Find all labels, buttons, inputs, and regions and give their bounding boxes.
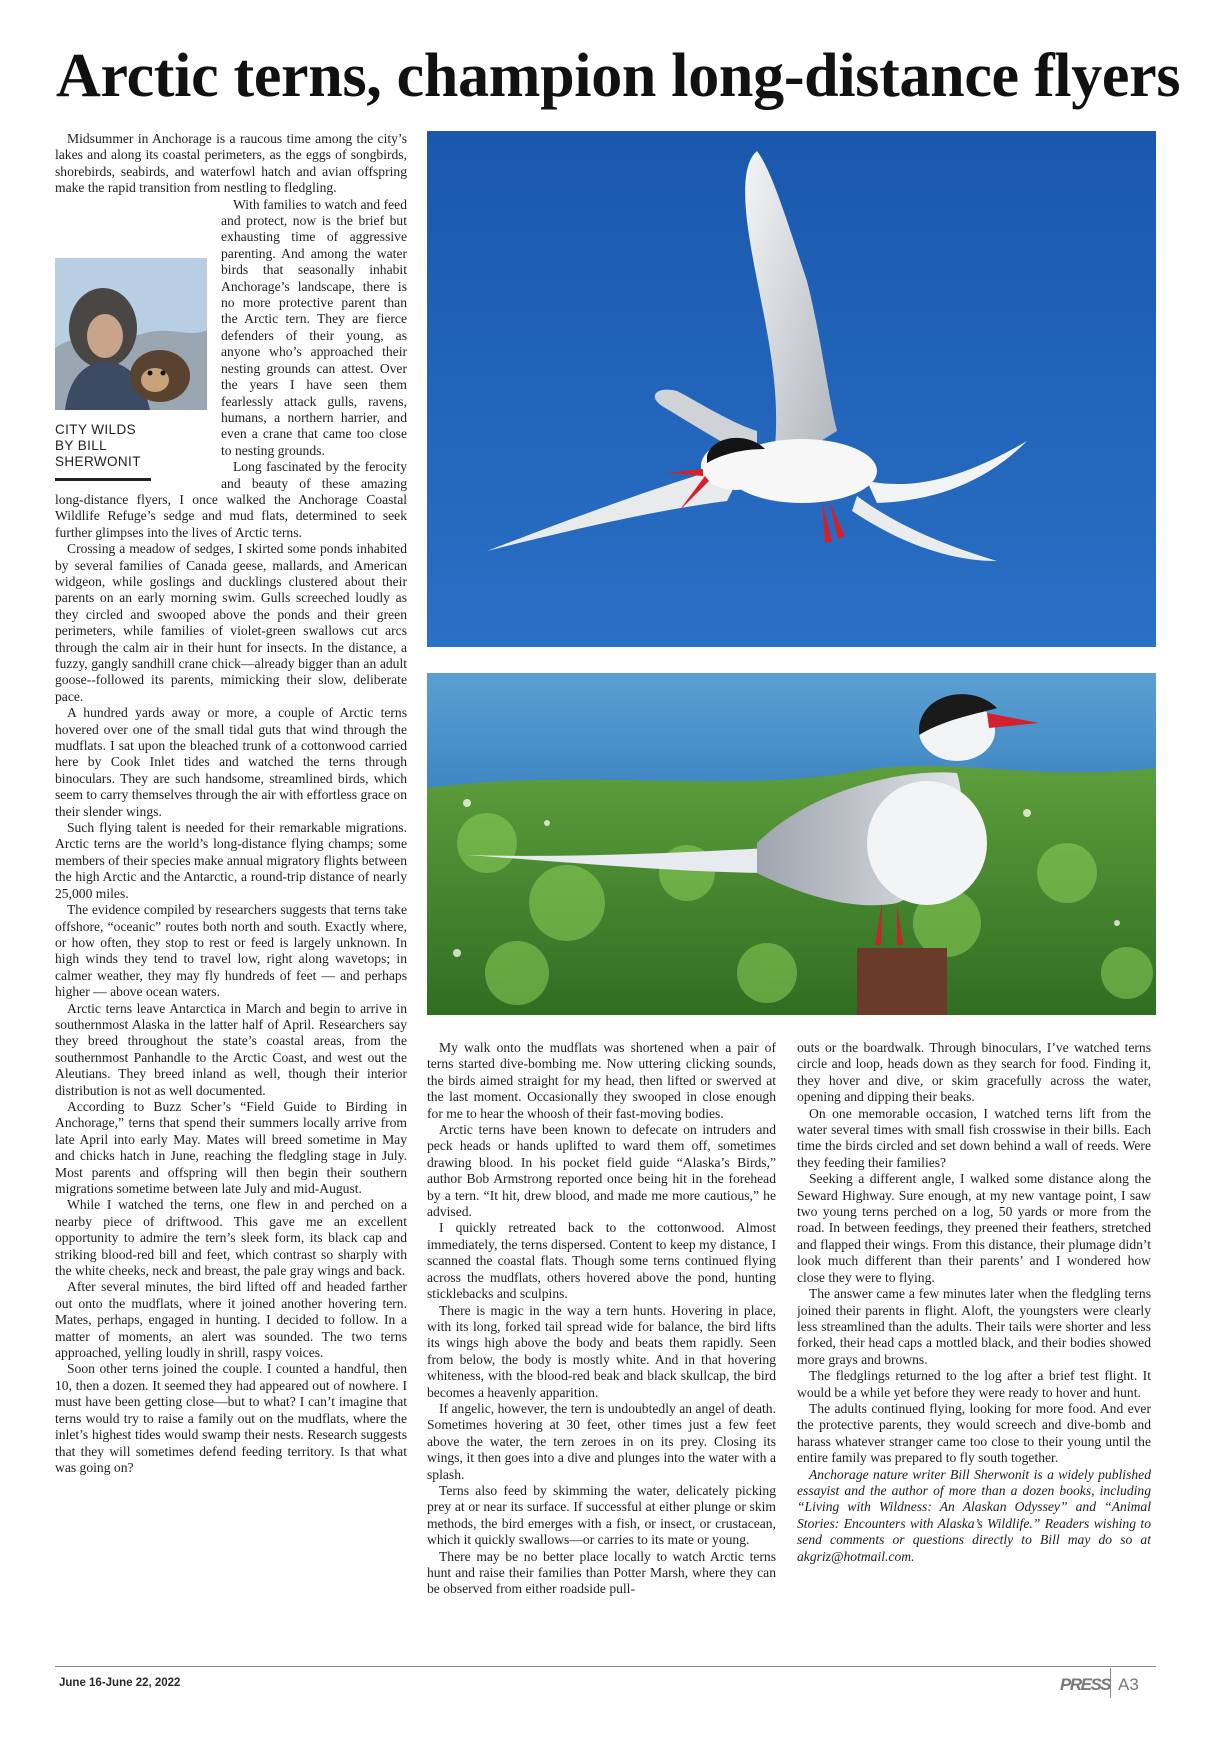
paragraph: My walk onto the mudflats was shortened when a pair of terns started dive-bombing me. Now uttering clicking sounds, the birds aimed straight for my head, then lifted or swerved at the last moment. Occasionally they swooped in close enough for me to hear the whoosh of their fast-moving bodies. bbox=[427, 1040, 776, 1121]
byline-text bbox=[55, 422, 211, 470]
paragraph: Arctic terns have been known to defecate on intruders and peck heads or hands uplifted to ward them off, sometimes drawing blood. In his pocket field guide “Alaska’s Birds,” author Bob Armstrong reported once being hit in the forehead by a tern. “It hit, drew blood, and made me more cautious,” he advised. bbox=[427, 1122, 776, 1220]
footer-rule bbox=[55, 1666, 1156, 1667]
paragraph: Long fascinated by the ferocity and beauty of these amazing long-distance flyers, I once walked the Anchorage Coastal Wildlife Refuge’s sedge and mud flats, determined to seek further glimpses into the lives of Arctic terns. bbox=[55, 459, 407, 540]
flying-tern-photo bbox=[427, 131, 1156, 647]
paragraph: After several minutes, the bird lifted off and headed farther out onto the mudflats, where it joined another hovering tern. Mates, perhaps, engaged in hunting. I decided to follow. In a matter of moments, an alert was sounded. The two terns approached, yelling loudly in shrill, raspy voices. bbox=[55, 1279, 407, 1361]
author-photo bbox=[55, 258, 207, 410]
headline: Arctic terns, champion long-distance flyers bbox=[56, 42, 1181, 110]
author-name-line2: SHERWONIT bbox=[55, 454, 141, 469]
paragraph: According to Buzz Scher’s “Field Guide to Birding in Anchorage,” terns that spend their summers locally arrive from late April into early May. Mates will breed sometime in May and chicks hatch in June, reaching the fledgling stage in July. Most parents and offspring will then begin their southern migrations sometime between late July and mid-August. bbox=[55, 1098, 407, 1196]
article-column-2 bbox=[427, 1040, 776, 1660]
paragraph-text: With families to watch and feed and protect, now is the brief but exhausting time of aggressive parenting. And among the water birds that seasonally inhabit Anchorage’s landscape, there is no more protective parent than the Arctic tern. They are fierce defenders of their young, as anyone who’s approached their nesting grounds can attest. Over the years I have seen them fearlessly attack gulls, ravens, humans, a northern harrier, and even a crane that came too close to nesting grounds. bbox=[221, 196, 407, 458]
paragraph: Such flying talent is needed for their remarkable migrations. Arctic terns are the world’s long-distance flying champs; some members of their species make annual migratory flights between the high Arctic and the Antarctic, a round-trip distance of nearly 25,000 miles. bbox=[55, 820, 407, 901]
publication-logo: PRESS bbox=[1060, 1675, 1111, 1694]
paragraph: The adults continued flying, looking for more food. And ever the protective parents, they would screech and dive-bomb and harass whatever stranger came too close to their young until the entire family was prepared to fly south together. bbox=[797, 1400, 1151, 1466]
paragraph: The fledglings returned to the log after a brief test flight. It would be a while yet before they were ready to hover and hunt. bbox=[797, 1368, 1151, 1400]
paragraph: The evidence compiled by researchers suggests that terns take offshore, “oceanic” routes both north and south. Exactly where, or how often, they stop to rest or feed is largely unknown. In high winds they tend to travel low, right along wavetops; in calmer weather, they may fly hundreds of feet — and perhaps higher — above ocean waters. bbox=[55, 902, 407, 1000]
paragraph: Seeking a different angle, I walked some distance along the Seward Highway. Sure enough, at my new vantage point, I saw two young terns perched on a log, 50 yards or more from the road. In between feedings, they preened their feathers, stretched and flapped their wings. From this distance, their plumage didn’t look much different than their parents’ and I wondered how close they were to flying. bbox=[797, 1171, 1151, 1285]
paragraph: outs or the boardwalk. Through binoculars, I’ve watched terns circle and loop, heads down as they search for food. Finding it, they hover and dive, or skim gracefully across the water, opening and dipping their beaks. bbox=[797, 1040, 1151, 1105]
page-number: A3 bbox=[1118, 1675, 1139, 1694]
paragraph: I quickly retreated back to the cottonwood. Almost immediately, the terns dispersed. Content to keep my distance, I scanned the coastal flats. Though some terns continued flying across the mudflats, others hovered above the pond, hunting sticklebacks and sculpins. bbox=[427, 1220, 776, 1302]
author-note: Anchorage nature writer Bill Sherwonit is a widely published essayist and the author of more than a dozen books, including “Living with Wildness: An Alaskan Odyssey” and “Animal Stories: Encounters with Alaska’s Wildlife.” Readers wishing to send comments or questions directly to Bill may do so at akgriz@hotmail.com. bbox=[797, 1466, 1151, 1564]
article-column-3 bbox=[797, 1040, 1151, 1660]
byline-box bbox=[55, 258, 211, 481]
issue-date: June 16-June 22, 2022 bbox=[59, 1677, 181, 1689]
paragraph: A hundred yards away or more, a couple of Arctic terns hovered over one of the small tidal guts that wind through the mudflats. I sat upon the bleached trunk of a cottonwood carried here by Cook Inlet tides and watched the terns through binoculars. They are such handsome, streamlined birds, which seem to carry themselves through the air with effortless grace on their slender wings. bbox=[55, 705, 407, 819]
perched-tern-photo bbox=[427, 673, 1156, 1015]
column-name: CITY WILDS bbox=[55, 422, 137, 437]
paragraph: On one memorable occasion, I watched terns lift from the water several times with small fish crosswise in their bills. Each time the birds circled and set down behind a wall of reeds. Were they feeding their families? bbox=[797, 1105, 1151, 1170]
paragraph: If angelic, however, the tern is undoubtedly an angel of death. Sometimes hovering at 30 feet, other times just a few feet above the water, the tern zeroes in on its prey. Closing its wings, it then goes into a dive and plunges into the water with a splash. bbox=[427, 1400, 776, 1482]
paragraph: Soon other terns joined the couple. I counted a handful, then 10, then a dozen. It seemed they had appeared out of nowhere. I must have been getting close—but to what? I can’t imagine that terns would try to raise a family out on the mudflats, where the inlet’s highest tides would swamp their nests. Research suggests that they will sometimes defend feeding territory. Is that what was going on? bbox=[55, 1361, 407, 1475]
paragraph: While I watched the terns, one flew in and perched on a nearby piece of driftwood. This gave me an excellent opportunity to admire the tern’s sleek form, its black cap and striking blood-red bill and feet, which contrast so sharply with the white cheeks, neck and breast, the pale gray wings and back. bbox=[55, 1197, 407, 1279]
paragraph: Arctic terns leave Antarctica in March and begin to arrive in southernmost Alaska in the latter half of April. Researchers say they breed throughout the state’s coastal areas, from the southernmost Panhandle to the Arctic Coast, and west out the Aleutians. They breed inland as well, though their interior distribution is not as well documented. bbox=[55, 1000, 407, 1098]
footer-divider bbox=[1110, 1668, 1111, 1698]
paragraph: Terns also feed by skimming the water, delicately picking prey at or near its surface. If successful at either plunge or skim methods, the bird emerges with a fish, or insect, or crustacean, which it quickly swallows—or carries to its mate or young. bbox=[427, 1482, 776, 1548]
paragraph: The answer came a few minutes later when the fledgling terns joined their parents in flight. Aloft, the youngsters were clearly less streamlined than the adults. Their tails were shorter and less forked, their head caps a mottled black, and their bodies showed more grays and browns. bbox=[797, 1286, 1151, 1367]
paragraph: Crossing a meadow of sedges, I skirted some ponds inhabited by several families of Canada geese, mallards, and American widgeon, while goslings and ducklings clustered about their parents on an early morning swim. Gulls screeched loudly as they circled and swooped above the ponds and their green perimeters, while families of violet-green swallows cut arcs through the calm air in their hunt for insects. In the distance, a fuzzy, gangly sandhill crane chick—already bigger than an adult goose--followed its parents, mimicking their slow, deliberate pace. bbox=[55, 541, 407, 704]
paragraph: There may be no better place locally to watch Arctic terns hunt and raise their families than Potter Marsh, where they can be observed from either roadside pull- bbox=[427, 1548, 776, 1597]
author-name-line1: BY BILL bbox=[55, 438, 108, 453]
paragraph: Midsummer in Anchorage is a raucous time among the city’s lakes and along its coastal perimeters, as the eggs of songbirds, shorebirds, seabirds, and waterfowl hatch and avian offspring make the rapid transition from nestling to fledgling. bbox=[55, 131, 407, 196]
paragraph: There is magic in the way a tern hunts. Hovering in place, with its long, forked tail spread wide for balance, the bird lifts its wings high above the body and beats them rapidly. Seen from below, the body is mostly white. And in that hovering whiteness, with the blood-red beak and black skullcap, the bird becomes a heavenly apparition. bbox=[427, 1302, 776, 1400]
byline-rule bbox=[55, 478, 151, 481]
